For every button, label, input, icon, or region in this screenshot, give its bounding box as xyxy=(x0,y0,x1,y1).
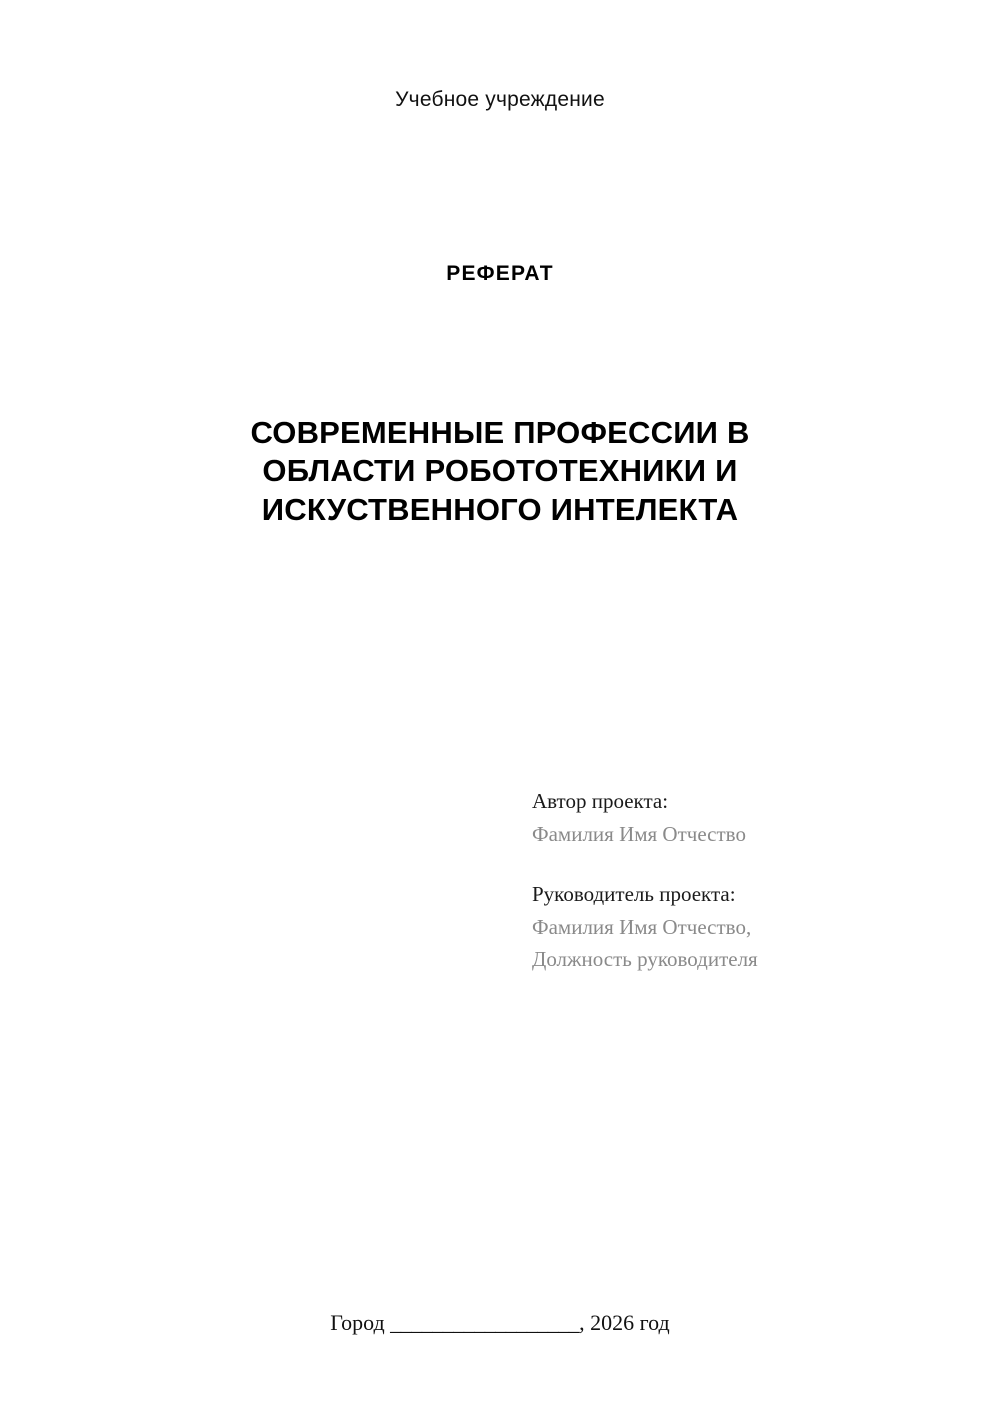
footer-city-blank: __________________ xyxy=(390,1310,580,1335)
author-label: Автор проекта: xyxy=(532,789,669,813)
page-title: СОВРЕМЕННЫЕ ПРОФЕССИИ В ОБЛАСТИ РОБОТОТЕХНИКИ И ИСКУСТВЕННОГО ИНТЕЛЕКТА xyxy=(250,415,750,527)
author-value: Фамилия Имя Отчество xyxy=(532,821,746,846)
supervisor-value-line-2: Должность руководителя xyxy=(532,947,758,972)
institution-name: Учебное учреждение xyxy=(395,88,605,111)
page-footer xyxy=(0,1310,1000,1336)
footer-city-label: Город xyxy=(330,1310,385,1335)
authors-block xyxy=(532,785,932,976)
document-type: РЕФЕРАТ xyxy=(446,262,554,285)
supervisor-label: Руководитель проекта: xyxy=(532,882,736,907)
footer-year: , 2026 год xyxy=(579,1310,670,1335)
block-spacer xyxy=(532,850,932,878)
supervisor-value-line-1: Фамилия Имя Отчество, xyxy=(532,914,752,939)
